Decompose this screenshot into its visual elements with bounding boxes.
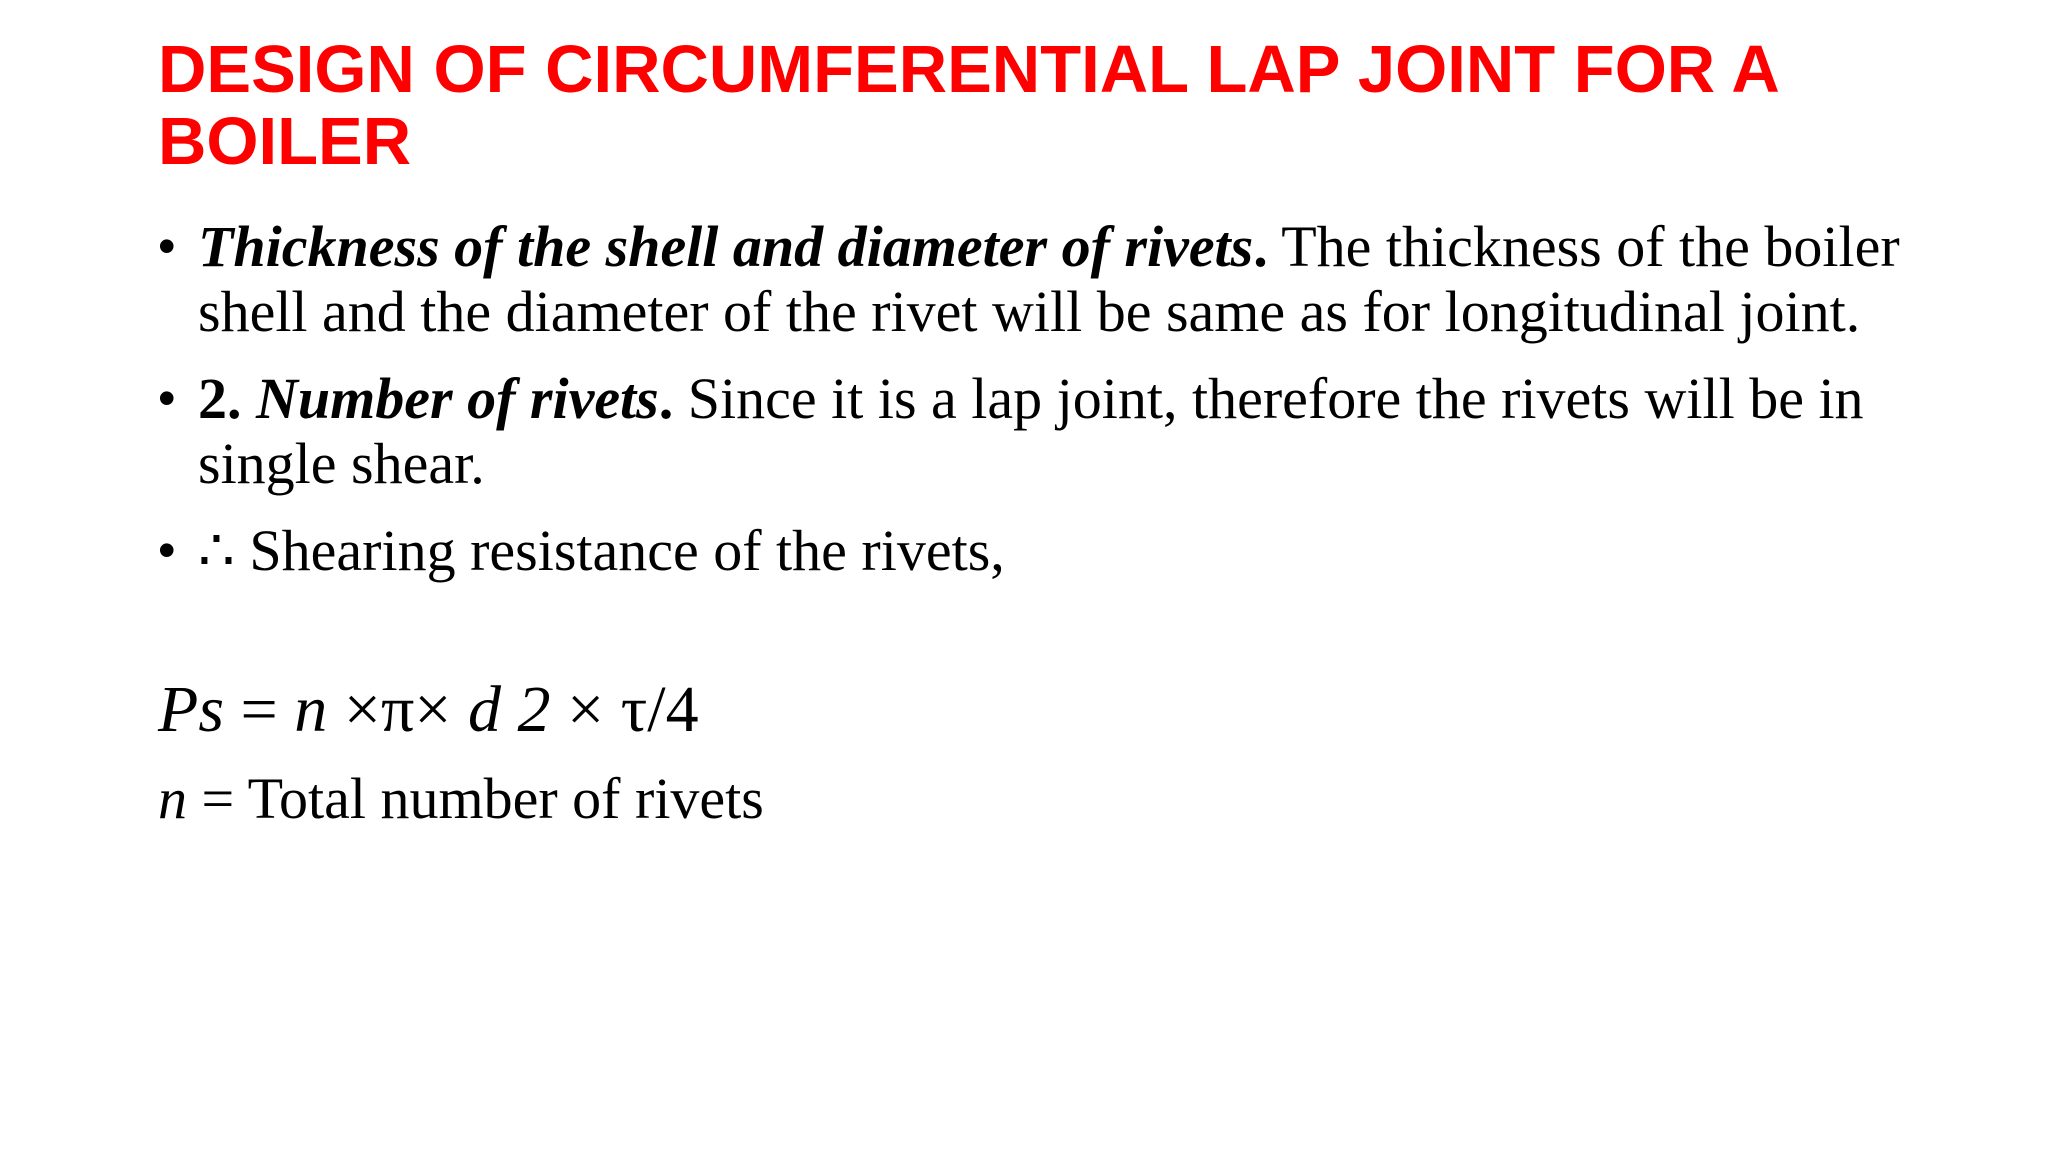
bullet-marker: • <box>158 218 176 274</box>
bullet-text: Since it is a lap joint, therefore the rivets will be in single shear. <box>198 366 1864 496</box>
bullet-item-thickness <box>158 214 1938 344</box>
bullet-marker: • <box>158 522 176 578</box>
bullet-term-end: . <box>1253 214 1268 279</box>
formula-d: d 2 <box>468 673 551 746</box>
bullet-term: Number of rivets <box>256 366 659 431</box>
bullet-item-number-of-rivets <box>158 366 1938 496</box>
shearing-resistance-formula <box>158 672 699 748</box>
bullet-text: ∴ Shearing resistance of the rivets, <box>198 518 1005 583</box>
formula-n: n <box>294 673 328 746</box>
bullet-text: The thickness of the boiler shell and the diameter of the rivet will be same as for longitudinal joint. <box>198 214 1900 344</box>
formula-lhs: Ps <box>158 673 224 746</box>
bullet-marker: • <box>158 370 176 426</box>
bullet-number: 2. <box>198 366 242 431</box>
bullet-term-end: . <box>658 366 674 431</box>
definition-text: = Total number of rivets <box>187 766 764 831</box>
bullet-list <box>158 214 1938 583</box>
formula-rest: × τ/4 <box>550 673 699 746</box>
formula-times-pi: ×π× <box>327 673 468 746</box>
formula-equals: = <box>224 673 295 746</box>
slide-title: DESIGN OF CIRCUMFERENTIAL LAP JOINT FOR A BOILER <box>158 32 1778 179</box>
definition-symbol: n <box>158 766 187 831</box>
slide-content <box>158 214 1938 605</box>
bullet-item-shearing-resistance <box>158 518 1938 583</box>
variable-definition <box>158 766 764 832</box>
bullet-term: Thickness of the shell and diameter of rivets <box>198 214 1254 279</box>
